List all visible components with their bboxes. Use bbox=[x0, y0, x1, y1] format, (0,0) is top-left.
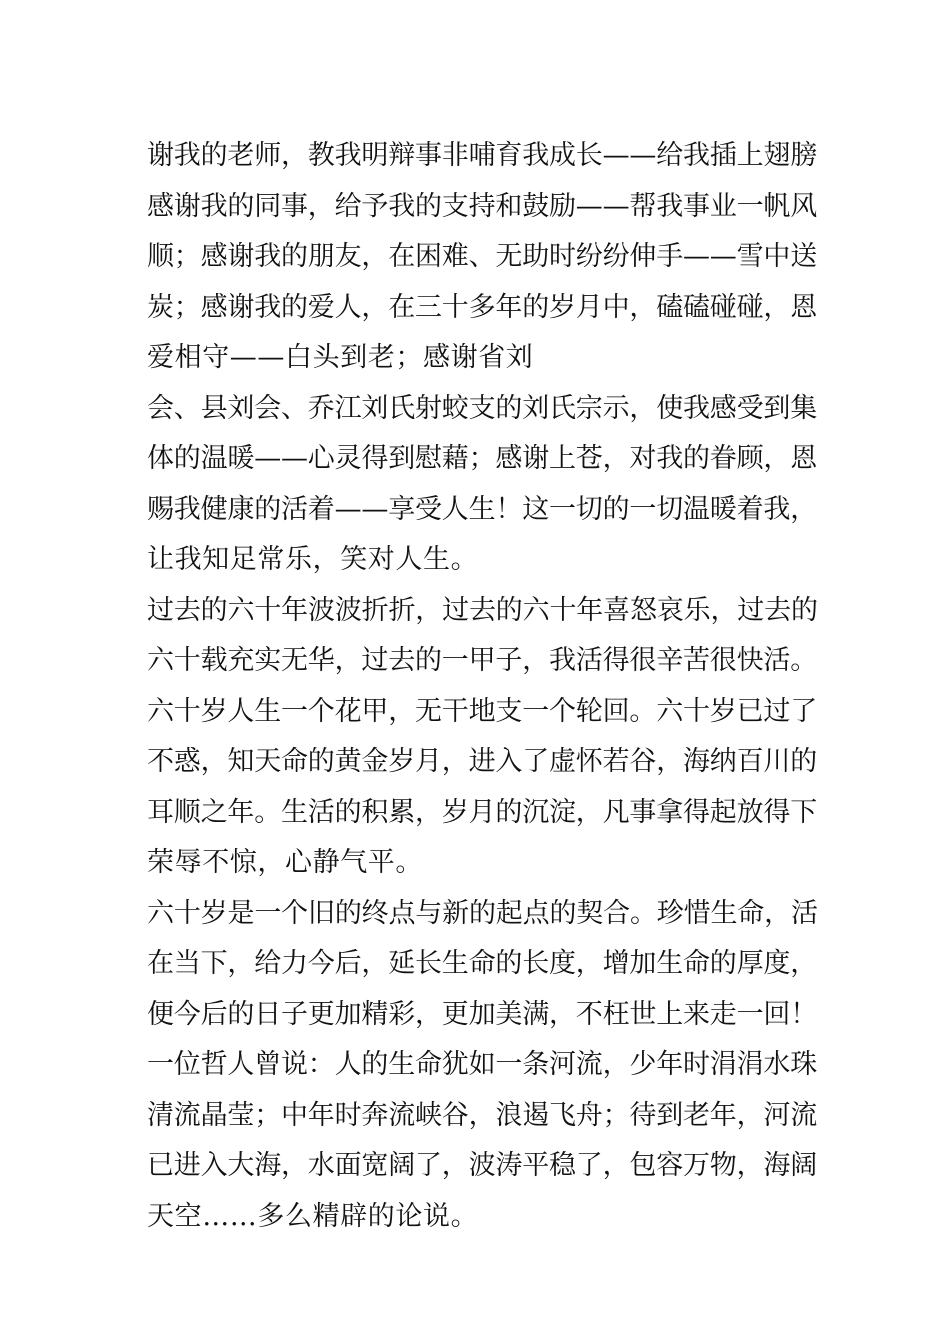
text-line: 六十岁是一个旧的终点与新的起点的契合。珍惜生命，活 bbox=[147, 897, 818, 929]
text-line: 赐我健康的活着——享受人生！这一切的一切温暖着我， bbox=[147, 493, 817, 525]
text-line: 清流晶莹；中年时奔流峡谷，浪遏飞舟；待到老年，河流 bbox=[147, 1099, 817, 1131]
text-line: 在当下，给力今后，延长生命的长度，增加生命的厚度， bbox=[147, 948, 817, 979]
text-line: 爱相守——白头到老；感谢省刘 bbox=[147, 342, 534, 373]
text-line: 便今后的日子更加精彩，更加美满，不枉世上来走一回！ bbox=[147, 998, 817, 1030]
text-line: 六十岁人生一个花甲，无干地支一个轮回。六十岁已过了 bbox=[147, 695, 817, 727]
text-line: 六十载充实无华，过去的一甲子，我活得很辛苦很快活。 bbox=[147, 645, 817, 676]
text-line: 顺；感谢我的朋友，在困难、无助时纷纷伸手——雪中送 bbox=[147, 241, 817, 272]
text-line: 让我知足常乐，笑对人生。 bbox=[147, 544, 479, 575]
body-text bbox=[147, 131, 817, 1242]
text-line: 一位哲人曾说：人的生命犹如一条河流，少年时涓涓水珠 bbox=[147, 1049, 817, 1080]
text-line: 炭；感谢我的爱人，在三十多年的岁月中，磕磕碰碰，恩 bbox=[147, 291, 817, 323]
text-line: 会、县刘会、乔江刘氏射蛟支的刘氏宗示，使我感受到集 bbox=[147, 392, 817, 424]
text-line: 荣辱不惊，心静气平。 bbox=[147, 847, 423, 878]
text-line: 体的温暖——心灵得到慰藉；感谢上苍，对我的眷顾，恩 bbox=[147, 443, 817, 474]
text-line: 耳顺之年。生活的积累，岁月的沉淀，凡事拿得起放得下 bbox=[147, 796, 817, 828]
text-line: 天空……多么精辟的论说。 bbox=[147, 1200, 479, 1232]
text-line: 过去的六十年波波折折，过去的六十年喜怒哀乐，过去的 bbox=[147, 594, 818, 626]
text-line: 感谢我的同事，给予我的支持和鼓励——帮我事业一帆风 bbox=[147, 190, 817, 222]
text-line: 已进入大海，水面宽阔了，波涛平稳了，包容万物，海阔 bbox=[147, 1150, 817, 1181]
text-line: 谢我的老师，教我明辩事非哺育我成长——给我插上翅膀 bbox=[147, 140, 817, 171]
text-line: 不惑，知天命的黄金岁月，进入了虚怀若谷，海纳百川的 bbox=[147, 746, 817, 777]
